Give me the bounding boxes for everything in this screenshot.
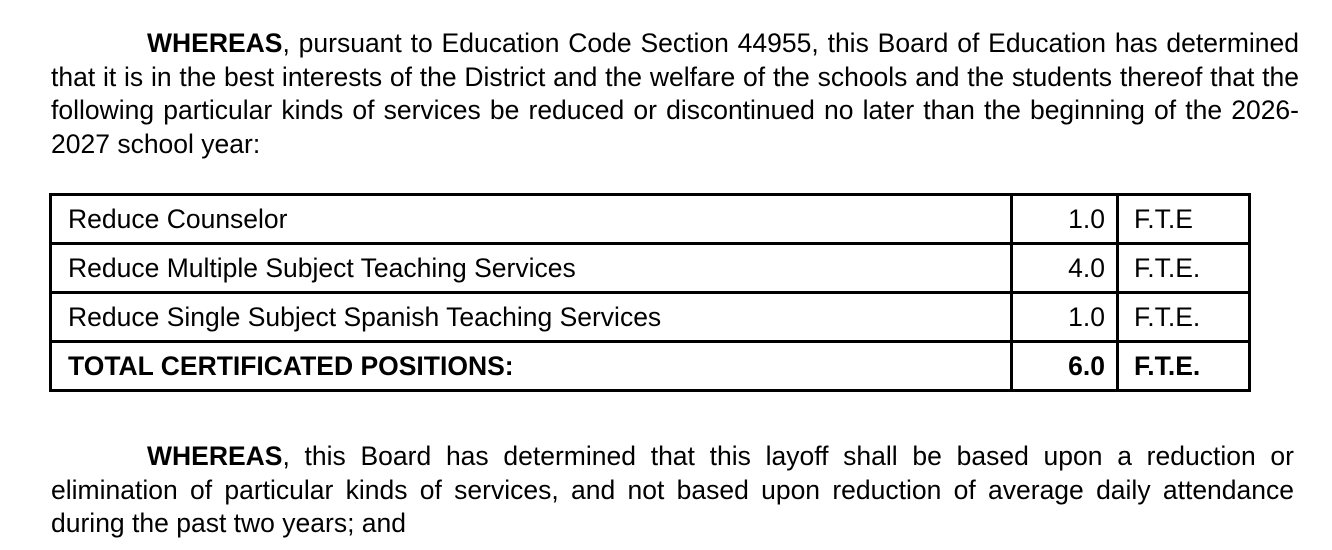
table-row — [51, 293, 1250, 342]
whereas-lead: WHEREAS — [147, 441, 283, 471]
whereas-lead: WHEREAS — [147, 28, 283, 58]
paragraph-text: , this Board has determined that this layoff shall be based upon a reduction or elimination of particular kinds of services, and not based upon reduction of average daily attendance during the past two years; and — [51, 441, 1294, 538]
fte-quantity: 4.0 — [1012, 244, 1118, 293]
service-description: Reduce Single Subject Spanish Teaching Services — [51, 293, 1012, 342]
table-row — [51, 195, 1250, 244]
total-quantity: 6.0 — [1012, 342, 1118, 391]
service-description: Reduce Counselor — [51, 195, 1012, 244]
whereas-paragraph-layoff-basis — [51, 440, 1294, 541]
fte-quantity: 1.0 — [1012, 293, 1118, 342]
total-row — [51, 342, 1250, 391]
total-label: TOTAL CERTIFICATED POSITIONS: — [51, 342, 1012, 391]
total-unit: F.T.E. — [1118, 342, 1250, 391]
fte-unit: F.T.E. — [1118, 244, 1250, 293]
fte-unit: F.T.E — [1118, 195, 1250, 244]
fte-quantity: 1.0 — [1012, 195, 1118, 244]
whereas-paragraph-education-code — [51, 27, 1299, 161]
fte-unit: F.T.E. — [1118, 293, 1250, 342]
table-row — [51, 244, 1250, 293]
service-reduction-table — [49, 193, 1251, 392]
service-description: Reduce Multiple Subject Teaching Services — [51, 244, 1012, 293]
paragraph-text: , pursuant to Education Code Section 44955, this Board of Education has determined that it is in the best interests of the District and the welfare of the schools and the students thereof that the following particular kinds of services be reduced or discontinued no later than the beginning of the 2026-2027 school year: — [51, 28, 1299, 159]
